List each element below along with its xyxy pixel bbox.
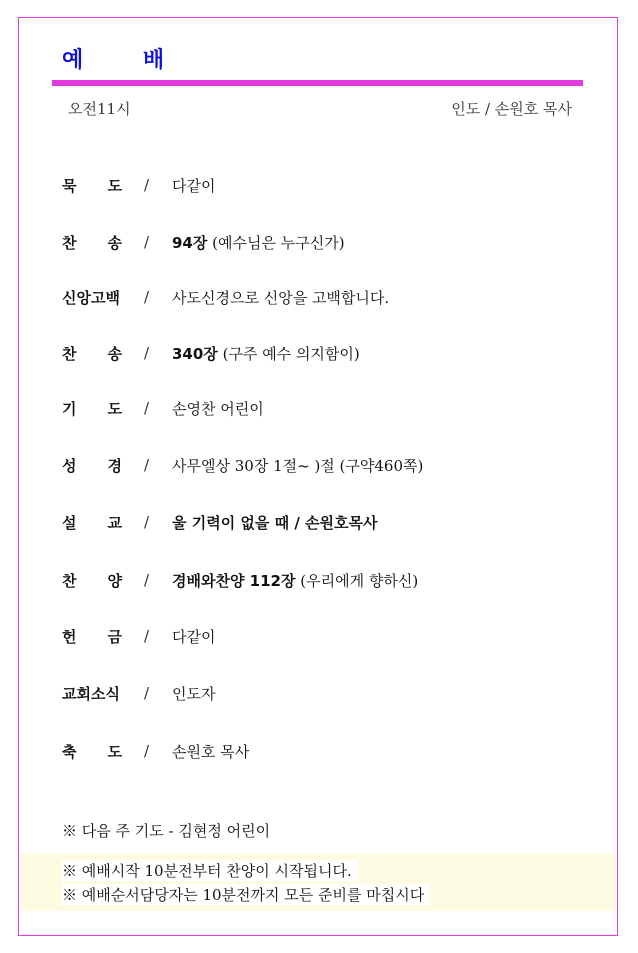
title-underline xyxy=(52,80,583,86)
separator: / xyxy=(144,627,150,645)
order-label: 교회소식 xyxy=(62,684,120,703)
separator: / xyxy=(144,233,150,251)
next-prayer-notice: ※ 다음 주 기도 - 김현정 어린이 xyxy=(62,822,271,840)
service-leader: 인도 / 손원호 목사 xyxy=(451,100,572,118)
order-row xyxy=(62,680,215,706)
separator: / xyxy=(144,742,150,760)
order-label: 기 도 xyxy=(62,399,122,418)
order-value: 인도자 xyxy=(172,684,216,703)
order-row xyxy=(62,452,423,478)
order-value: 울 기력이 없을 때 / 손원호목사 xyxy=(172,513,378,532)
order-row xyxy=(62,509,377,535)
separator: / xyxy=(144,684,150,702)
separator: / xyxy=(144,176,150,194)
order-value: 사도신경으로 신앙을 고백합니다. xyxy=(172,288,390,307)
order-value: 손원호 목사 xyxy=(172,742,250,761)
order-label: 성 경 xyxy=(62,456,122,475)
separator: / xyxy=(144,513,150,531)
separator: / xyxy=(144,344,150,362)
order-label: 묵 도 xyxy=(62,176,122,195)
order-label: 찬 양 xyxy=(62,571,122,590)
notice-line: ※ 예배시작 10분전부터 찬양이 시작됩니다. xyxy=(62,860,358,881)
order-value: 경배와찬양 112장 (우리에게 향하신) xyxy=(172,571,419,590)
order-value: 다같이 xyxy=(172,176,216,195)
order-row xyxy=(62,340,360,366)
order-label: 축 도 xyxy=(62,742,122,761)
order-value: 340장 (구주 예수 의지함이) xyxy=(172,344,360,363)
separator: / xyxy=(144,288,150,306)
notice-line: ※ 예배순서담당자는 10분전까지 모든 준비를 마칩시다 xyxy=(62,884,430,905)
separator: / xyxy=(144,571,150,589)
order-label: 찬 송 xyxy=(62,233,122,252)
order-label: 설 교 xyxy=(62,513,122,532)
order-value: 사무엘상 30장 1절~ )절 (구약460쪽) xyxy=(172,456,424,475)
order-row xyxy=(62,229,345,255)
order-value: 손영찬 어린이 xyxy=(172,399,264,418)
order-label: 찬 송 xyxy=(62,344,122,363)
order-row xyxy=(62,395,264,421)
order-value: 다같이 xyxy=(172,627,216,646)
order-value: 94장 (예수님은 누구신가) xyxy=(172,233,345,252)
order-row xyxy=(62,738,249,764)
service-time: 오전11시 xyxy=(68,100,131,118)
order-row xyxy=(62,623,215,649)
order-label: 헌 금 xyxy=(62,627,122,646)
order-row xyxy=(62,172,215,198)
order-row xyxy=(62,284,389,310)
order-row xyxy=(62,567,418,593)
order-label: 신앙고백 xyxy=(62,288,120,307)
separator: / xyxy=(144,399,150,417)
separator: / xyxy=(144,456,150,474)
page-title: 예 배 xyxy=(62,48,191,73)
